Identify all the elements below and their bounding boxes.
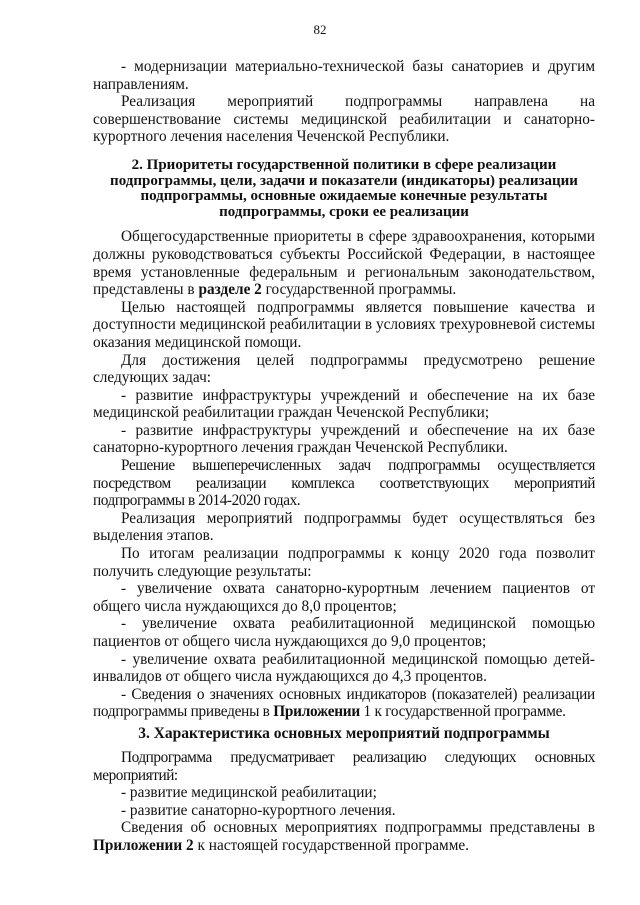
paragraph-text: Общегосударственные приоритеты в сфере здравоохранения, которыми должны руководствоваться субъекты Российской Федерации, в настоящее время установленные федеральным и региональным законодательством, представлены в — [93, 228, 595, 299]
paragraph-text: к настоящей государственной программе. — [193, 836, 469, 854]
paragraph-text: государственной программы. — [261, 281, 457, 299]
page-content — [93, 58, 595, 855]
paragraph-results-intro: По итогам реализации подпрограммы к концу 2020 года позволит получить следующие результаты: — [93, 545, 595, 580]
section-2-heading: 2. Приоритеты государственной политики в сфере реализации подпрограммы, цели, задачи и показатели (индикаторы) реализации подпрограммы, основные ожидаемые конечные результаты подпрограммы, сроки ее реализации — [110, 156, 578, 220]
paragraph-no-stages: Реализация мероприятий подпрограммы будет осуществляться без выделения этапов. — [93, 509, 595, 545]
paragraph-text: - Сведения о значениях основных индикаторов (показателей) реализации подпрограммы приведены в — [93, 685, 595, 721]
paragraph-text: 1 к государственной программе. — [359, 703, 566, 721]
paragraph-activities-details — [93, 819, 595, 854]
section-3-heading: 3. Характеристика основных мероприятий подпрограммы — [138, 724, 550, 742]
page-number: 82 — [313, 22, 327, 37]
list-item-result-sanatorium: - увеличение охвата санаторно-курортным лечением пациентов от общего числа нуждающихся до 8,0 процентов; — [93, 580, 595, 615]
list-item-activity-rehabilitation: - развитие медицинской реабилитации; — [121, 784, 377, 802]
paragraph-main-activities: Подпрограмма предусматривает реализацию следующих основных мероприятий: — [93, 748, 595, 784]
paragraph-tasks-intro: Для достижения целей подпрограммы предусмотрено решение следующих задач: — [93, 351, 595, 387]
list-item-result-children: - увеличение охвата реабилитационной медицинской помощью детей-инвалидов от общего числа нуждающихся до 4,3 процентов. — [93, 650, 595, 686]
list-item-task-rehabilitation: - развитие инфраструктуры учреждений и обеспечение на их базе медицинской реабилитации граждан Чеченской Республики; — [93, 386, 595, 422]
list-item-activity-sanatorium: - развитие санаторно-курортного лечения. — [121, 801, 396, 819]
paragraph-state-priorities — [93, 228, 595, 298]
list-item-task-sanatorium: - развитие инфраструктуры учреждений и обеспечение на их базе санаторно-курортного лечения граждан Чеченской Республики. — [93, 421, 595, 457]
paragraph-tasks-implementation: Решение вышеперечисленных задач подпрограммы осуществляется посредством реализации комплекса соответствующих мероприятий подпрограммы в 2014-2020 годах. — [93, 457, 595, 510]
paragraph-indicators — [93, 686, 595, 721]
list-item-result-rehabilitation: - увеличение охвата реабилитационной медицинской помощью пациентов от общего числа нуждающихся до 9,0 процентов; — [93, 615, 595, 650]
paragraph-text: Сведения об основных мероприятиях подпрограммы представлены в — [121, 819, 595, 837]
section-2-reference: разделе 2 — [198, 281, 262, 299]
appendix-2-reference: Приложении 2 — [93, 836, 194, 854]
paragraph-goal: Целью настоящей подпрограммы является повышение качества и доступности медицинской реабилитации в условиях трехуровневой системы оказания медицинской помощи. — [93, 298, 595, 351]
paragraph-modernization: - модернизации материально-технической базы санаториев и другим направлениям. — [93, 58, 595, 93]
paragraph-subprogram-aim: Реализация мероприятий подпрограммы направлена на совершенствование системы медицинской реабилитации и санаторно-курортного лечения населения Чеченской Республики. — [93, 93, 595, 146]
appendix-1-reference: Приложении — [273, 703, 360, 721]
